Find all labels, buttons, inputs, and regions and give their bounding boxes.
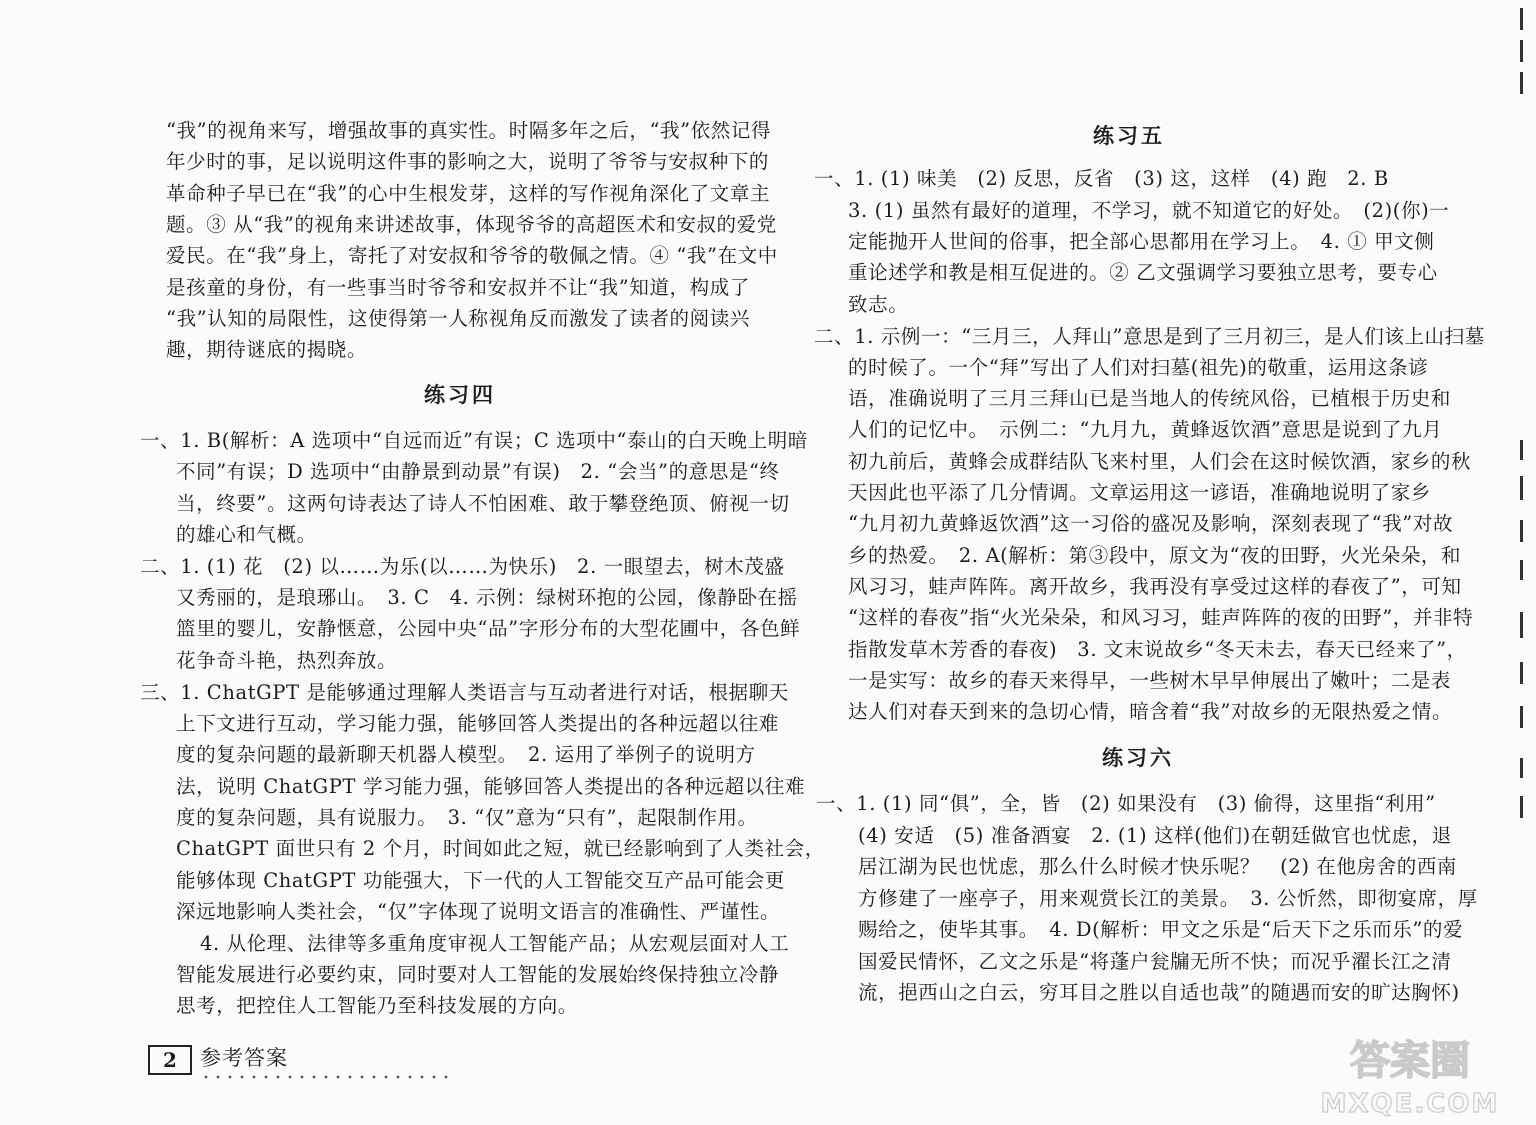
text-line: 国爱民情怀，乙文之乐是“将蓬户瓮牖无所不快；而况乎濯长江之清 (858, 950, 1452, 973)
text-line: 一、1. (1) 味美 (2) 反思，反省 (3) 这，这样 (4) 跑 2. B (814, 167, 1389, 190)
text-line: 法，说明 ChatGPT 学习能力强，能够回答人类提出的各种远超以往难 (176, 775, 806, 798)
text-line: 革命种子早已在“我”的心中生根发芽，这样的写作视角深化了文章主 (166, 182, 771, 205)
text-line: “我”认知的局限性，这使得第一人称视角反而激发了读者的阅读兴 (166, 307, 750, 330)
text-line: 能够体现 ChatGPT 功能强大，下一代的人工智能交互产品可能会更 (176, 869, 785, 892)
text-line: 初九前后，黄蜂会成群结队飞来村里，人们会在这时候饮酒，家乡的秋 (848, 450, 1472, 473)
text-line: 二、1. 示例一：“三月三，人拜山”意思是到了三月初三，是人们该上山扫墓 (814, 325, 1485, 348)
text-line: “这样的春夜”指“火光朵朵，和风习习，蛙声阵阵的夜的田野”，并非特 (848, 606, 1474, 629)
text-line: 3. (1) 虽然有最好的道理，不学习，就不知道它的好处。 (2)(你)一 (848, 199, 1450, 222)
text-line: “九月初九黄蜂返饮酒”这一习俗的盛况及影响，深刻表现了“我”对故 (848, 512, 1454, 535)
text-line: 4. 从伦理、法律等多重角度审视人工智能产品；从宏观层面对人工 (200, 932, 790, 955)
text-line: 达人们对春天到来的急切心情，暗含着“我”对故乡的无限热爱之情。 (848, 700, 1453, 723)
text-line: 定能抛开人世间的俗事，把全部心思都用在学习上。 4. ① 甲文侧 (848, 230, 1435, 253)
text-line: 风习习，蛙声阵阵。离开故乡，我再没有享受过这样的春夜了”，可知 (848, 575, 1462, 598)
page-number: 2 (148, 1045, 192, 1075)
text-line: 致志。 (848, 293, 909, 316)
text-line: 方修建了一座亭子，用来观赏长江的美景。 3. 公忻然，即彻宴席，厚 (858, 887, 1478, 910)
watermark-logo (1290, 1032, 1530, 1122)
text-line: 乡的热爱。 2. A(解析：第③段中，原文为“夜的田野，火光朵朵，和 (848, 544, 1462, 567)
text-line: 二、1. (1) 花 (2) 以……为乐(以……为快乐) 2. 一眼望去，树木茂盛 (140, 555, 785, 578)
text-line: 语，准确说明了三月三拜山已是当地人的传统风俗，已植根于历史和 (848, 387, 1452, 410)
watermark-top-text: 答案圈 (1350, 1038, 1470, 1084)
section-title-practice-4: 练习四 (424, 382, 496, 407)
text-line: 思考，把控住人工智能乃至科技发展的方向。 (176, 994, 579, 1017)
text-line: “我”的视角来写，增强故事的真实性。时隔多年之后，“我”依然记得 (166, 119, 772, 142)
watermark-bottom-text: MXQE.COM (1320, 1089, 1500, 1119)
text-line: (4) 安适 (5) 准备酒宴 2. (1) 这样(他们)在朝廷做官也忧虑，退 (858, 824, 1452, 847)
text-line: 人们的记忆中。 示例二：“九月九，黄蜂返饮酒”意思是说到了九月 (848, 418, 1443, 441)
footer-label: 参考答案 (200, 1046, 288, 1070)
text-line: 赐给之，使毕其事。 4. D(解析：甲文之乐是“后天下之乐而乐”的爱 (858, 918, 1464, 941)
text-line: 度的复杂问题的最新聊天机器人模型。 2. 运用了举例子的说明方 (176, 743, 756, 766)
text-line: 趣，期待谜底的揭晓。 (166, 338, 368, 361)
text-line: 篮里的婴儿，安静惬意，公园中央“品”字形分布的大型花圃中，各色鲜 (176, 617, 801, 640)
text-line: 不同”有误；D 选项中“由静景到动景”有误) 2. “会当”的意思是“终 (176, 460, 780, 483)
text-line: 又秀丽的，是琅琊山。 3. C 4. 示例：绿树环抱的公园，像静卧在摇 (176, 586, 798, 609)
text-line: 一、1. B(解析：A 选项中“自远而近”有误；C 选项中“泰山的白天晚上明暗 (140, 429, 808, 452)
text-line: 花争奇斗艳，热烈奔放。 (176, 649, 398, 672)
text-line: 深远地影响人类社会，“仅”字体现了说明文语言的准确性、严谨性。 (176, 900, 781, 923)
text-line: 指散发草木芳香的春夜) 3. 文末说故乡“冬天未去，春天已经来了”， (848, 638, 1467, 661)
section-title-practice-6: 练习六 (1102, 745, 1174, 770)
text-line: 三、1. ChatGPT 是能够通过理解人类语言与互动者进行对话，根据聊天 (140, 681, 789, 704)
text-line: 流，挹西山之白云，穷耳目之胜以自适也哉”的随遇而安的旷达胸怀) (858, 981, 1460, 1004)
text-line: 一是实写：故乡的春天来得早，一些树木早早伸展出了嫩叶；二是表 (848, 669, 1452, 692)
text-line: 年少时的事，足以说明这件事的影响之大，说明了爷爷与安叔种下的 (166, 150, 770, 173)
text-line: 天因此也平添了几分情调。文章运用这一谚语，准确地说明了家乡 (848, 481, 1431, 504)
text-line: 度的复杂问题，具有说服力。 3. “仅”意为“只有”，起限制作用。 (176, 806, 758, 829)
text-line: 重论述学和教是相互促进的。② 乙文强调学习要独立思考，要专心 (848, 261, 1438, 284)
text-line: 爱民。在“我”身上，寄托了对安叔和爷爷的敬佩之情。④ “我”在文中 (166, 244, 778, 267)
text-line: 居江湖为民也忧虑，那么什么时候才快乐呢？ (2) 在他房舍的西南 (858, 855, 1458, 878)
section-title-practice-5: 练习五 (1093, 123, 1165, 148)
text-line: 上下文进行互动，学习能力强，能够回答人类提出的各种远超以往难 (176, 712, 780, 735)
text-line: 是孩童的身份，有一些事当时爷爷和安叔并不让“我”知道，构成了 (166, 276, 750, 299)
footer-dotted-rule (200, 1075, 450, 1079)
text-line: 当，终要”。这两句诗表达了诗人不怕困难、敢于攀登绝顶、俯视一切 (176, 492, 790, 515)
text-line: 的雄心和气概。 (176, 523, 317, 546)
text-line: 一、1. (1) 同“俱”，全，皆 (2) 如果没有 (3) 偷得，这里指“利用” (816, 792, 1436, 815)
text-line: ChatGPT 面世只有 2 个月，时间如此之短，就已经影响到了人类社会， (176, 837, 825, 860)
page-edge-marks (1516, 0, 1536, 1125)
text-line: 智能发展进行必要约束，同时要对人工智能的发展始终保持独立冷静 (176, 963, 780, 986)
text-line: 的时候了。一个“拜”写出了人们对扫墓(祖先)的敬重，运用这条谚 (848, 356, 1429, 379)
text-line: 题。③ 从“我”的视角来讲述故事，体现爷爷的高超医术和安叔的爱党 (166, 213, 777, 236)
